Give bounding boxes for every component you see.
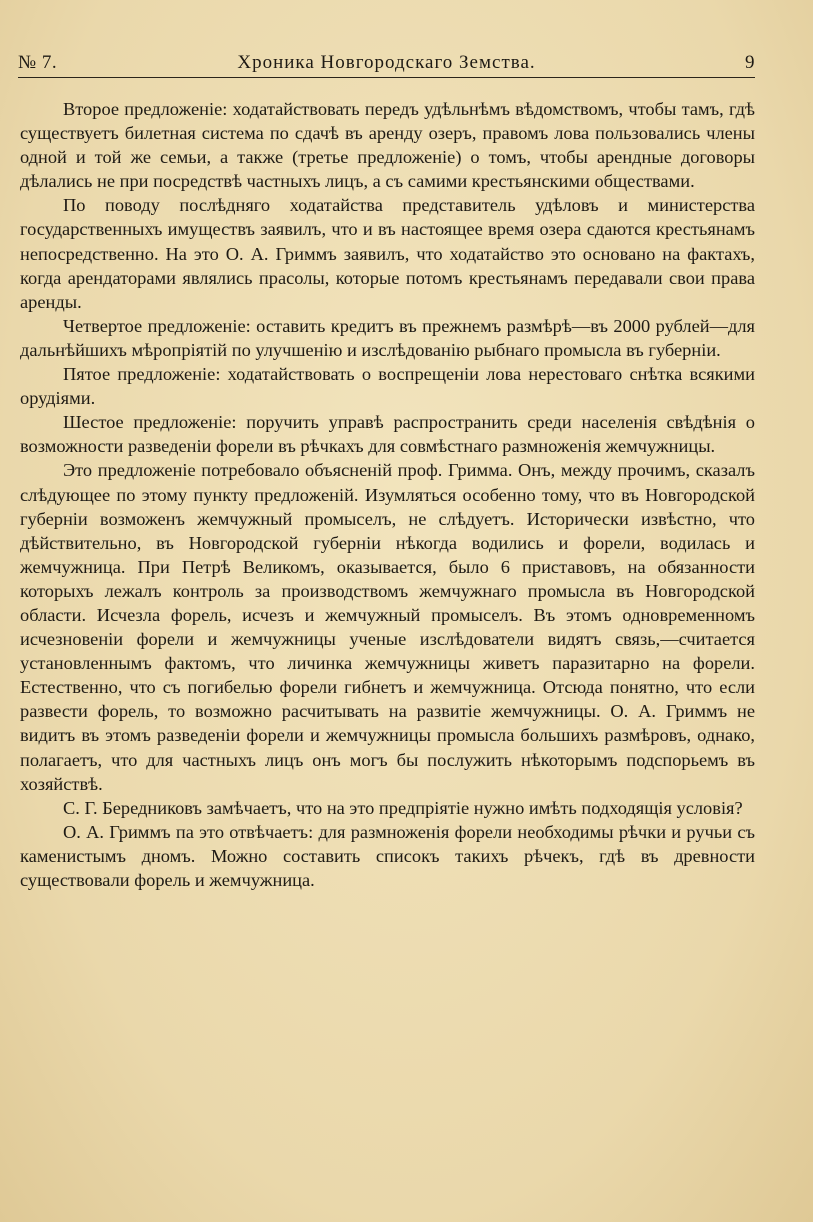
paragraph: Это предложеніе потребовало объясненій проф. Гримма. Онъ, между прочимъ, сказалъ слѣдующее по этому пункту предложеній. Изумляться особенно тому, что въ Новгородской губерніи возможенъ жемчужный промыселъ, не слѣдуетъ. Исторически извѣстно, что дѣйствительно, въ Новгородской губерніи нѣкогда водились и форели, водилась и жемчужница. При Петрѣ Великомъ, оказывается, было 6 приставовъ, на обязанности которыхъ лежалъ контроль за производствомъ жемчужнаго промысла въ Новгородской области. Исчезла форель, исчезъ и жемчужный промыселъ. Въ этомъ одновременномъ исчезновеніи форели и жемчужницы ученые изслѣдователи видятъ связь,—считается установленнымъ фактомъ, что личинка жемчужницы живетъ паразитарно на форели. Естественно, что съ погибелью форели гибнетъ и жемчужница. Отсюда понятно, что если развести форель, то возможно расчитывать на развитіе жемчужницы. О. А. Гриммъ не видитъ въ этомъ разведеніи форели и жемчужницы промысла большихъ размѣровъ, однако, полагаетъ, что для частныхъ лицъ онъ могъ бы послужить нѣкоторымъ подспорьемъ въ хозяйствѣ.	[20, 460, 755, 794]
paragraph: О. А. Гриммъ па это отвѣчаетъ: для размноженія форели необходимы рѣчки и ручьи съ каменистымъ дномъ. Можно составить списокъ такихъ рѣчекъ, гдѣ въ древности существовали форель и жемчужница.	[20, 821, 755, 890]
page-number: 9	[745, 52, 755, 73]
paragraph: Четвертое предложеніе: оставить кредитъ въ прежнемъ размѣрѣ—въ 2000 рублей—для дальнѣйшихъ мѣропріятій по улучшенію и изслѣдованію рыбнаго промысла въ губерніи.	[20, 315, 755, 360]
issue-number: № 7.	[18, 52, 58, 73]
paragraph: Пятое предложеніе: ходатайствовать о воспрещеніи лова нерестоваго снѣтка всякими орудіями.	[20, 364, 755, 409]
body-text	[20, 97, 755, 892]
running-head	[18, 52, 755, 78]
paragraph: Второе предложеніе: ходатайствовать передъ удѣльнѣмъ вѣдомствомъ, чтобы тамъ, гдѣ существуетъ билетная система по сдачѣ въ аренду озеръ, правомъ лова пользовались члены одной и той же семьи, а также (третье предложеніе) о томъ, чтобы арендные договоры дѣлались не при посредствѣ частныхъ лицъ, а съ самими крестьянскими обществами.	[20, 99, 755, 192]
header-rule	[18, 77, 755, 78]
journal-title: Хроника Новгородскаго Земства.	[237, 52, 536, 73]
paragraph: С. Г. Бередниковъ замѣчаетъ, что на это предпріятіе нужно имѣть подходящія условія?	[63, 797, 743, 818]
paragraph: Шестое предложеніе: поручить управѣ распространить среди населенія свѣдѣнія о возможности разведеніи форели въ рѣчкахъ для совмѣстнаго размноженія жемчужницы.	[20, 412, 755, 457]
paragraph: По поводу послѣдняго ходатайства представитель удѣловъ и министерства государственныхъ имуществъ заявилъ, что и въ настоящее время озера сдаются крестьянамъ непосредственно. На это О. А. Гриммъ заявилъ, что ходатайство это основано на фактахъ, когда арендаторами являлись прасолы, которые потомъ крестьянамъ передавали свои права аренды.	[20, 195, 755, 312]
